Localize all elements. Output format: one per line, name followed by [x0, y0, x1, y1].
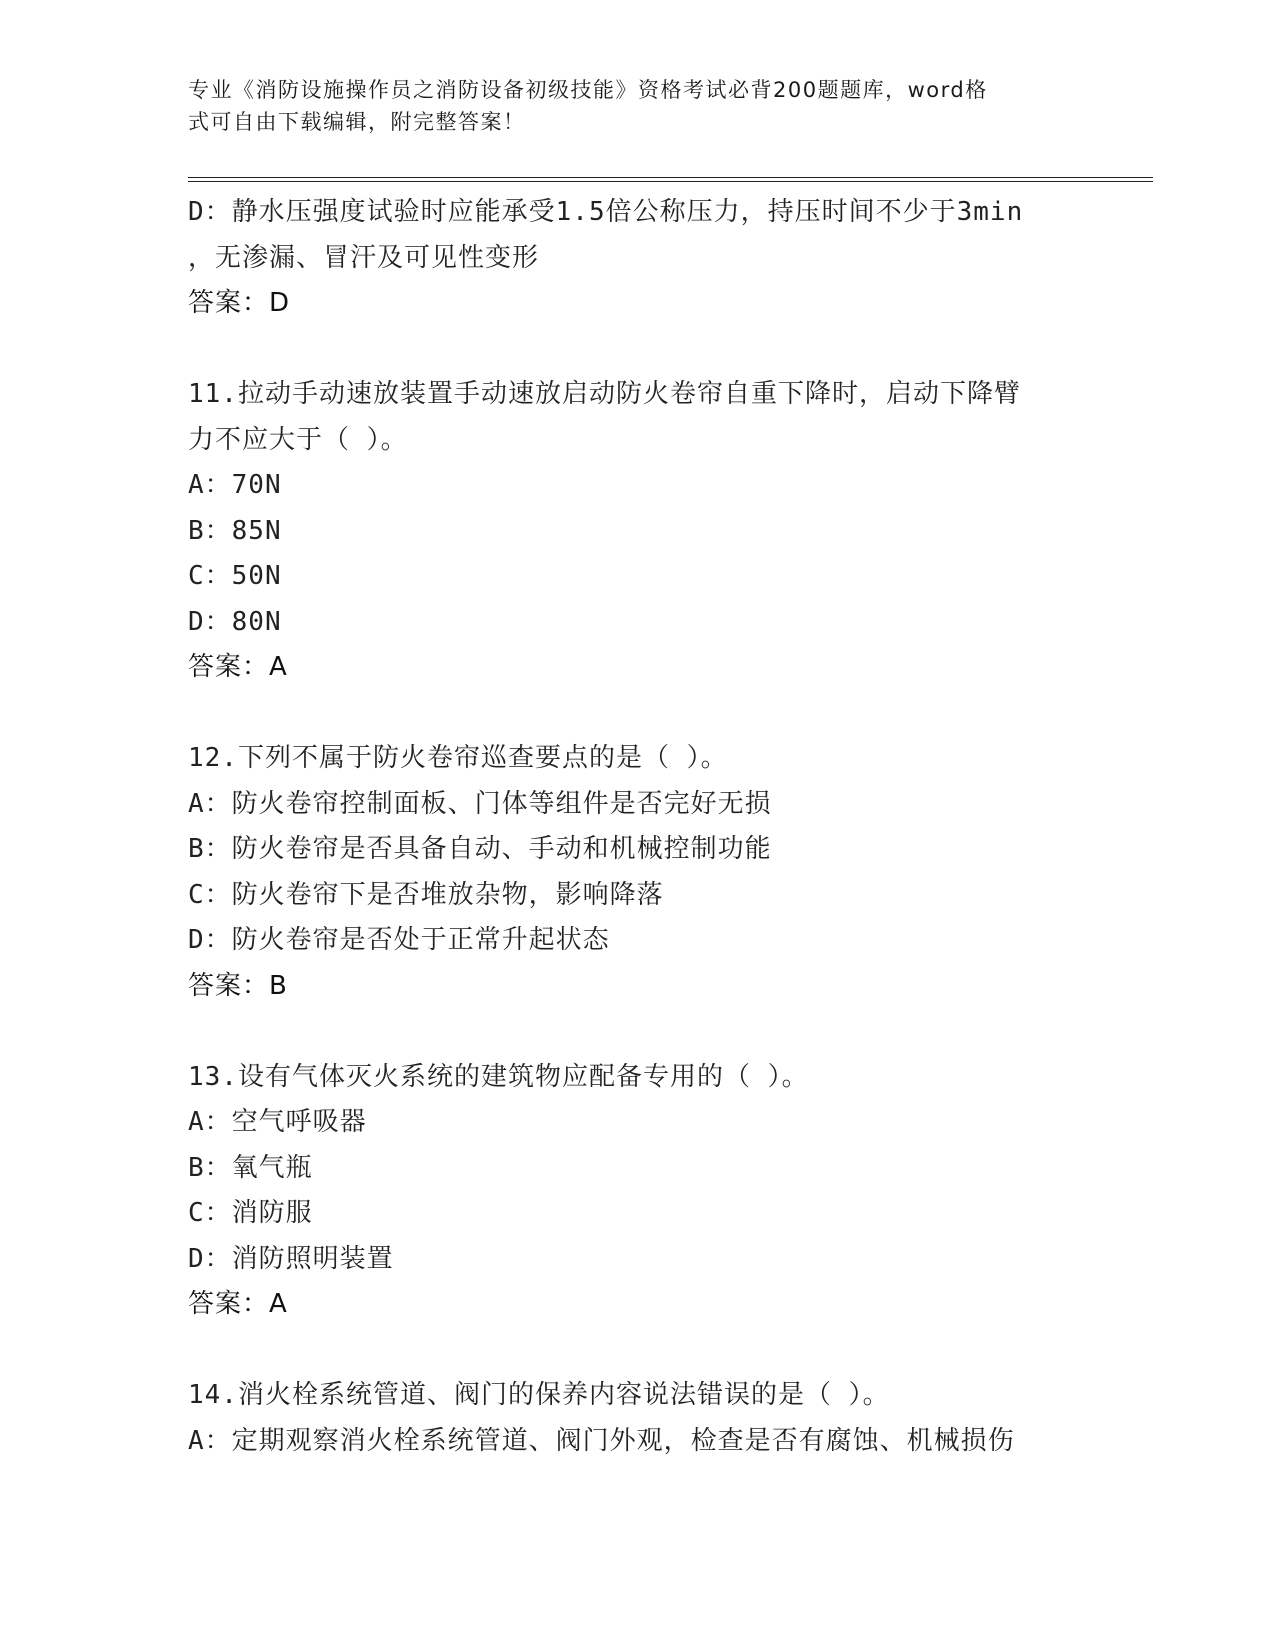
header-line-1: 专业《消防设施操作员之消防设备初级技能》资格考试必背200题题库，word格 — [188, 78, 988, 102]
question-10-option-d-line-1: D：静水压强度试验时应能承受1.5倍公称压力，持压时间不少于3min — [188, 197, 1024, 227]
spacer — [188, 1328, 1088, 1374]
question-11 — [188, 372, 1088, 691]
spacer — [188, 691, 1088, 737]
question-11-stem-line-2: 力不应大于（ ）。 — [188, 424, 408, 455]
question-10 — [188, 190, 1088, 327]
question-13-option-a: A：空气呼吸器 — [188, 1107, 367, 1137]
question-12-option-a: A：防火卷帘控制面板、门体等组件是否完好无损 — [188, 788, 772, 819]
question-13-option-b: B：氧气瓶 — [188, 1152, 313, 1183]
question-13-answer: 答案：A — [188, 1289, 288, 1319]
header-divider-bottom — [188, 181, 1153, 182]
question-11-option-a: A：70N — [188, 470, 282, 500]
question-10-option-d-line-2: ，无渗漏、冒汗及可见性变形 — [188, 242, 540, 273]
question-14-stem: 14.消火栓系统管道、阀门的保养内容说法错误的是（ ）。 — [188, 1380, 890, 1410]
header-line-2: 式可自由下载编辑，附完整答案！ — [188, 110, 526, 134]
question-10-answer: 答案：D — [188, 288, 291, 318]
question-12-answer: 答案：B — [188, 970, 288, 1001]
question-list — [188, 190, 1088, 1464]
spacer — [188, 1009, 1088, 1055]
question-11-option-b: B：85N — [188, 515, 282, 546]
question-12-option-b: B：防火卷帘是否具备自动、手动和机械控制功能 — [188, 834, 772, 864]
question-12 — [188, 736, 1088, 1009]
question-13-option-d: D：消防照明装置 — [188, 1243, 394, 1274]
document-header — [188, 74, 1068, 138]
question-13 — [188, 1055, 1088, 1328]
question-13-option-c: C：消防服 — [188, 1198, 313, 1228]
spacer — [188, 327, 1088, 373]
question-11-option-d: D：80N — [188, 606, 282, 637]
question-12-option-d: D：防火卷帘是否处于正常升起状态 — [188, 925, 610, 955]
question-11-option-c: C：50N — [188, 561, 282, 591]
question-14-option-a: A：定期观察消火栓系统管道、阀门外观，检查是否有腐蚀、机械损伤 — [188, 1425, 1015, 1456]
question-11-stem-line-1: 11.拉动手动速放装置手动速放启动防火卷帘自重下降时，启动下降臂 — [188, 379, 1021, 409]
question-13-stem: 13.设有气体灭火系统的建筑物应配备专用的（ ）。 — [188, 1061, 809, 1092]
question-14 — [188, 1373, 1088, 1464]
header-divider-top — [188, 177, 1153, 178]
question-12-stem: 12.下列不属于防火卷帘巡查要点的是（ ）。 — [188, 743, 728, 773]
question-12-option-c: C：防火卷帘下是否堆放杂物，影响降落 — [188, 879, 664, 910]
question-11-answer: 答案：A — [188, 652, 288, 682]
